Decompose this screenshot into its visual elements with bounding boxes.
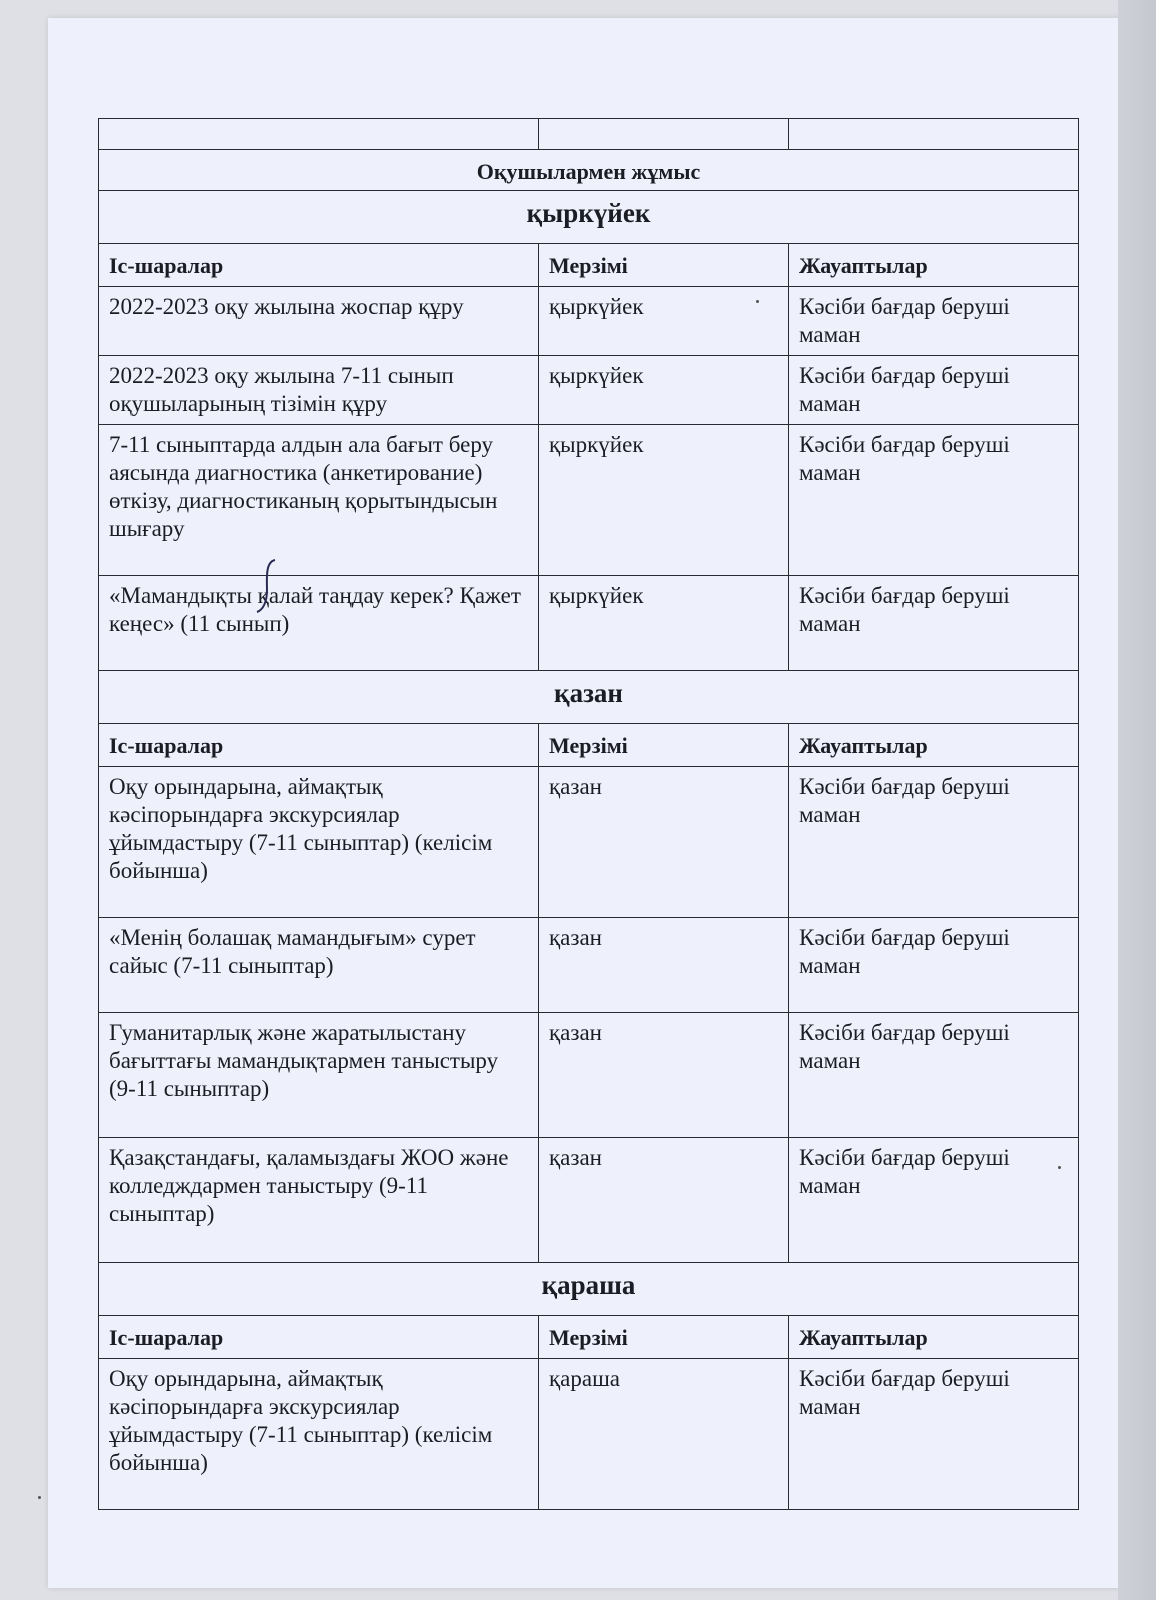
paper-speck	[1058, 1166, 1061, 1169]
deadline-cell: қыркүйек	[539, 425, 789, 576]
deadline-cell: қыркүйек	[539, 576, 789, 671]
responsible-cell: Кәсіби бағдар беруші маман	[789, 1013, 1079, 1138]
header-row	[99, 1316, 1079, 1359]
paper-speck	[38, 1496, 41, 1499]
empty-cell	[789, 119, 1079, 150]
month-row-november	[99, 1263, 1079, 1316]
header-responsible: Жауаптылар	[789, 724, 1079, 767]
header-activities: Іс-шаралар	[99, 724, 539, 767]
month-row-october	[99, 671, 1079, 724]
table-row	[99, 1359, 1079, 1510]
header-row	[99, 244, 1079, 287]
deadline-cell: қараша	[539, 1359, 789, 1510]
deadline-cell: қыркүйек	[539, 356, 789, 425]
responsible-cell: Кәсіби бағдар беруші маман	[789, 576, 1079, 671]
photo-edge-shadow	[1118, 0, 1156, 1600]
responsible-cell: Кәсіби бағдар беруші маман	[789, 287, 1079, 356]
header-responsible: Жауаптылар	[789, 1316, 1079, 1359]
section-title: Оқушылармен жұмыс	[99, 150, 1079, 191]
deadline-cell: қазан	[539, 1138, 789, 1263]
activity-cell: Оқу орындарына, аймақтық кәсіпорындарға экскурсиялар ұйымдастыру (7-11 сыныптар) (келісім бойынша)	[99, 1359, 539, 1510]
empty-cell	[99, 119, 539, 150]
responsible-cell: Кәсіби бағдар беруші маман	[789, 918, 1079, 1013]
responsible-cell: Кәсіби бағдар беруші маман	[789, 425, 1079, 576]
table-row	[99, 918, 1079, 1013]
activity-cell: Гуманитарлық және жаратылыстану бағыттағы мамандықтармен таныстыру (9-11 сыныптар)	[99, 1013, 539, 1138]
header-responsible: Жауаптылар	[789, 244, 1079, 287]
table-row	[99, 287, 1079, 356]
header-row	[99, 724, 1079, 767]
month-title: қыркүйек	[99, 191, 1079, 244]
activity-cell: «Менің болашақ мамандығым» сурет сайыс (7-11 сыныптар)	[99, 918, 539, 1013]
month-row-september	[99, 191, 1079, 244]
handwritten-mark-icon	[253, 556, 283, 616]
work-plan-table	[98, 118, 1079, 1510]
table-row	[99, 1013, 1079, 1138]
header-activities: Іс-шаралар	[99, 1316, 539, 1359]
table-row	[99, 425, 1079, 576]
responsible-cell: Кәсіби бағдар беруші маман	[789, 356, 1079, 425]
activity-cell: 7-11 сыныптарда алдын ала бағыт беру аясында диагностика (анкетирование) өткізу, диагностиканың қорытындысын шығару	[99, 425, 539, 576]
responsible-cell: Кәсіби бағдар беруші маман	[789, 1138, 1079, 1263]
activity-cell: «Мамандықты қалай таңдау керек? Қажет кеңес» (11 сынып)	[99, 576, 539, 671]
deadline-cell: қыркүйек	[539, 287, 789, 356]
deadline-cell: қазан	[539, 1013, 789, 1138]
responsible-cell: Кәсіби бағдар беруші маман	[789, 767, 1079, 918]
month-title: қазан	[99, 671, 1079, 724]
responsible-cell: Кәсіби бағдар беруші маман	[789, 1359, 1079, 1510]
header-activities: Іс-шаралар	[99, 244, 539, 287]
deadline-cell: қазан	[539, 767, 789, 918]
table-row	[99, 767, 1079, 918]
header-deadline: Мерзімі	[539, 1316, 789, 1359]
table-row	[99, 356, 1079, 425]
header-deadline: Мерзімі	[539, 724, 789, 767]
paper-sheet	[48, 18, 1130, 1588]
empty-top-row	[99, 119, 1079, 150]
activity-cell: Оқу орындарына, аймақтық кәсіпорындарға экскурсиялар ұйымдастыру (7-11 сыныптар) (келісім бойынша)	[99, 767, 539, 918]
table-row	[99, 576, 1079, 671]
empty-cell	[539, 119, 789, 150]
activity-cell: 2022-2023 оқу жылына жоспар құру	[99, 287, 539, 356]
deadline-cell: қазан	[539, 918, 789, 1013]
header-deadline: Мерзімі	[539, 244, 789, 287]
paper-speck	[756, 300, 759, 303]
activity-cell: Қазақстандағы, қаламыздағы ЖОО және колледждармен таныстыру (9-11 сыныптар)	[99, 1138, 539, 1263]
activity-cell: 2022-2023 оқу жылына 7-11 сынып оқушыларының тізімін құру	[99, 356, 539, 425]
month-title: қараша	[99, 1263, 1079, 1316]
table-row	[99, 1138, 1079, 1263]
section-title-row	[99, 150, 1079, 191]
